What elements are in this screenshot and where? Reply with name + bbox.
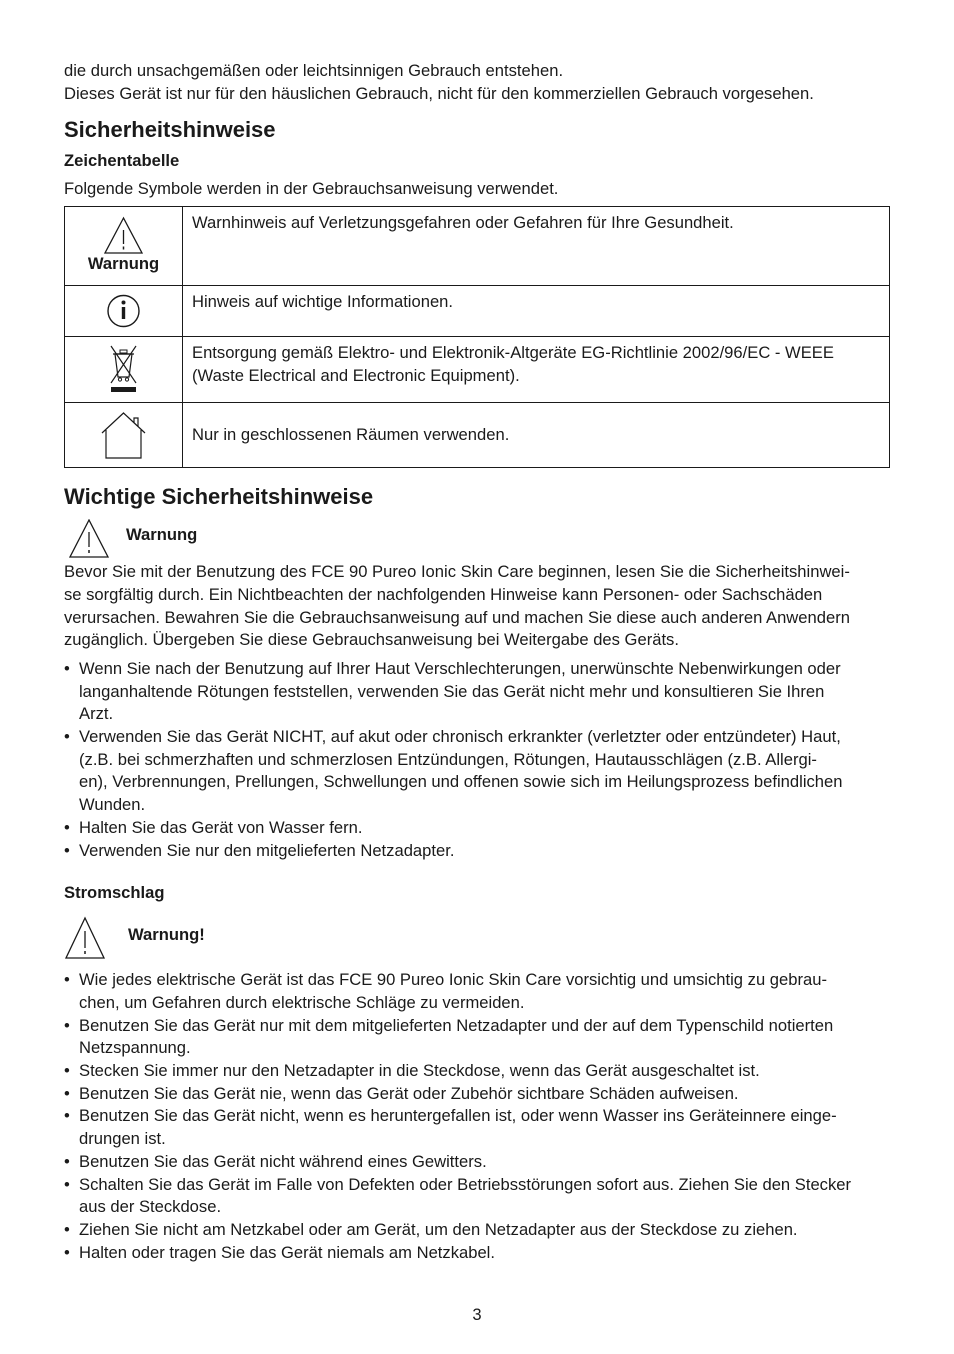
section-title-important-safety: Wichtige Sicherheitshinweise <box>64 484 374 510</box>
list-item <box>64 1219 890 1242</box>
subtitle-electric-shock: Stromschlag <box>64 883 165 903</box>
bullet-line: • Stecken Sie immer nur den Netzadapter in die Steckdose, wenn das Gerät ausgeschaltet ist. <box>79 1061 760 1081</box>
bullet-line: langanhaltende Rötungen feststellen, verwenden Sie das Gerät nicht mehr und konsultieren Sie Ihren <box>79 681 825 701</box>
document-page <box>64 60 890 1264</box>
bullet-line: en), Verbrennungen, Prellungen, Schwellungen und offenen sowie sich im Heilungsprozess befindlichen <box>79 772 843 792</box>
symbol-row-indoor <box>65 403 890 468</box>
bullet-line: • Halten oder tragen Sie das Gerät niemals am Netzkabel. <box>79 1242 495 1262</box>
bullet-line: • Benutzen Sie das Gerät nie, wenn das Gerät oder Zubehör sichtbare Schäden aufweisen. <box>79 1083 739 1103</box>
weee-line: Entsorgung gemäß Elektro- und Elektronik-Altgeräte EG-Richtlinie 2002/96/EC - WEEE (Waste Electrical and Electronic Equipment). <box>192 343 834 385</box>
page-number: 3 <box>472 1305 482 1324</box>
symbol-cell <box>65 207 183 286</box>
bullet-line: Wunden. <box>79 795 146 815</box>
warning-triangle-icon <box>65 207 182 255</box>
symbol-description <box>183 337 890 403</box>
bullet-line: • Verwenden Sie das Gerät NICHT, auf akut oder chronisch erkrankter (verletzter oder entzündeter) Haut, <box>79 727 841 747</box>
intro-line: Dieses Gerät ist nur für den häuslichen Gebrauch, nicht für den kommerziellen Gebrauch vorgesehen. <box>64 83 814 103</box>
paragraph-line: se sorgfältig durch. Ein Nichtbeachten der nachfolgenden Hinweise kann Personen- oder Sachschäden <box>64 584 823 604</box>
paragraph-line: zugänglich. Übergeben Sie diese Gebrauchsanweisung bei Weitergabe des Geräts. <box>64 630 679 650</box>
bullet-line: • Benutzen Sie das Gerät nicht, wenn es heruntergefallen ist, oder wenn Wasser ins Geräteinnere einge- <box>79 1106 837 1126</box>
list-item <box>64 726 890 817</box>
symbol-cell <box>65 286 183 337</box>
bullet-line: chen, um Gefahren durch elektrische Schläge zu vermeiden. <box>79 992 525 1012</box>
bullet-line: • Halten Sie das Gerät von Wasser fern. <box>79 817 363 837</box>
symbol-description: Warnhinweis auf Verletzungsgefahren oder Gefahren für Ihre Gesundheit. <box>183 207 890 286</box>
bullet-line: • Verwenden Sie nur den mitgelieferten Netzadapter. <box>79 840 455 860</box>
symbol-row-warning <box>65 207 890 286</box>
house-icon <box>65 403 182 465</box>
symbol-description: Hinweis auf wichtige Informationen. <box>183 286 890 337</box>
warning-symbol-label: Warnung <box>87 254 160 274</box>
warning-label: Warnung <box>126 524 198 544</box>
warning-paragraph <box>64 561 890 652</box>
bullet-line: Netzspannung. <box>79 1038 191 1058</box>
safety-bullet-list <box>64 658 890 862</box>
crossed-bin-icon <box>65 337 182 399</box>
intro-text <box>64 60 890 105</box>
paragraph-line: Bevor Sie mit der Benutzung des FCE 90 Pureo Ionic Skin Care beginnen, lesen Sie die Sicherheitshinwei- <box>64 562 850 582</box>
list-item <box>64 1151 890 1174</box>
warning-triangle-icon <box>64 916 106 962</box>
warning-label: Warnung! <box>128 924 205 944</box>
bullet-line: • Schalten Sie das Gerät im Falle von Defekten oder Betriebsstörungen sofort aus. Ziehen Sie den Stecker <box>79 1174 852 1194</box>
section-title-safety: Sicherheitshinweise <box>64 117 276 143</box>
list-item <box>64 1242 890 1265</box>
list-item <box>64 658 890 726</box>
bullet-line: • Benutzen Sie das Gerät nicht während eines Gewitters. <box>79 1151 487 1171</box>
list-item <box>64 817 890 840</box>
paragraph-line: verursachen. Bewahren Sie die Gebrauchsanweisung auf und machen Sie diese auch anderen Anwendern <box>64 607 850 627</box>
symbol-table-intro: Folgende Symbole werden in der Gebrauchsanweisung verwendet. <box>64 179 559 199</box>
symbol-table <box>64 206 890 468</box>
bullet-line: • Wenn Sie nach der Benutzung auf Ihrer Haut Verschlechterungen, unerwünschte Nebenwirkungen oder <box>79 658 841 678</box>
bullet-line: drungen ist. <box>79 1129 166 1149</box>
subtitle-symbol-table: Zeichentabelle <box>64 151 180 171</box>
list-item <box>64 969 890 1014</box>
list-item <box>64 1174 890 1219</box>
bullet-line: Arzt. <box>79 704 114 724</box>
symbol-cell <box>65 337 183 403</box>
warning-triangle-icon <box>64 519 114 559</box>
symbol-description: Nur in geschlossenen Räumen verwenden. <box>183 403 890 468</box>
bullet-line: (z.B. bei schmerzhaften und schmerzlosen Entzündungen, Rötungen, Hautausschlägen (z.B. Allergi- <box>79 749 817 769</box>
symbol-row-info <box>65 286 890 337</box>
list-item <box>64 1083 890 1106</box>
bullet-line: • Ziehen Sie nicht am Netzkabel oder am Gerät, um den Netzadapter aus der Steckdose zu ziehen. <box>79 1219 798 1239</box>
bullet-line: • Wie jedes elektrische Gerät ist das FCE 90 Pureo Ionic Skin Care vorsichtig und umsichtig zu gebrau- <box>79 970 827 990</box>
warning-heading <box>64 916 890 962</box>
bullet-line: • Benutzen Sie das Gerät nur mit dem mitgelieferten Netzadapter und der auf dem Typenschild notierten <box>79 1015 834 1035</box>
intro-line: die durch unsachgemäßen oder leichtsinnigen Gebrauch entstehen. <box>64 61 564 80</box>
list-item <box>64 1105 890 1150</box>
list-item <box>64 1015 890 1060</box>
symbol-cell <box>65 403 183 468</box>
symbol-row-weee <box>65 337 890 403</box>
shock-bullet-list <box>64 969 890 1264</box>
warning-heading <box>64 519 890 559</box>
bullet-line: aus der Steckdose. <box>79 1197 222 1217</box>
list-item <box>64 1060 890 1083</box>
info-icon <box>65 286 182 334</box>
list-item <box>64 840 890 863</box>
